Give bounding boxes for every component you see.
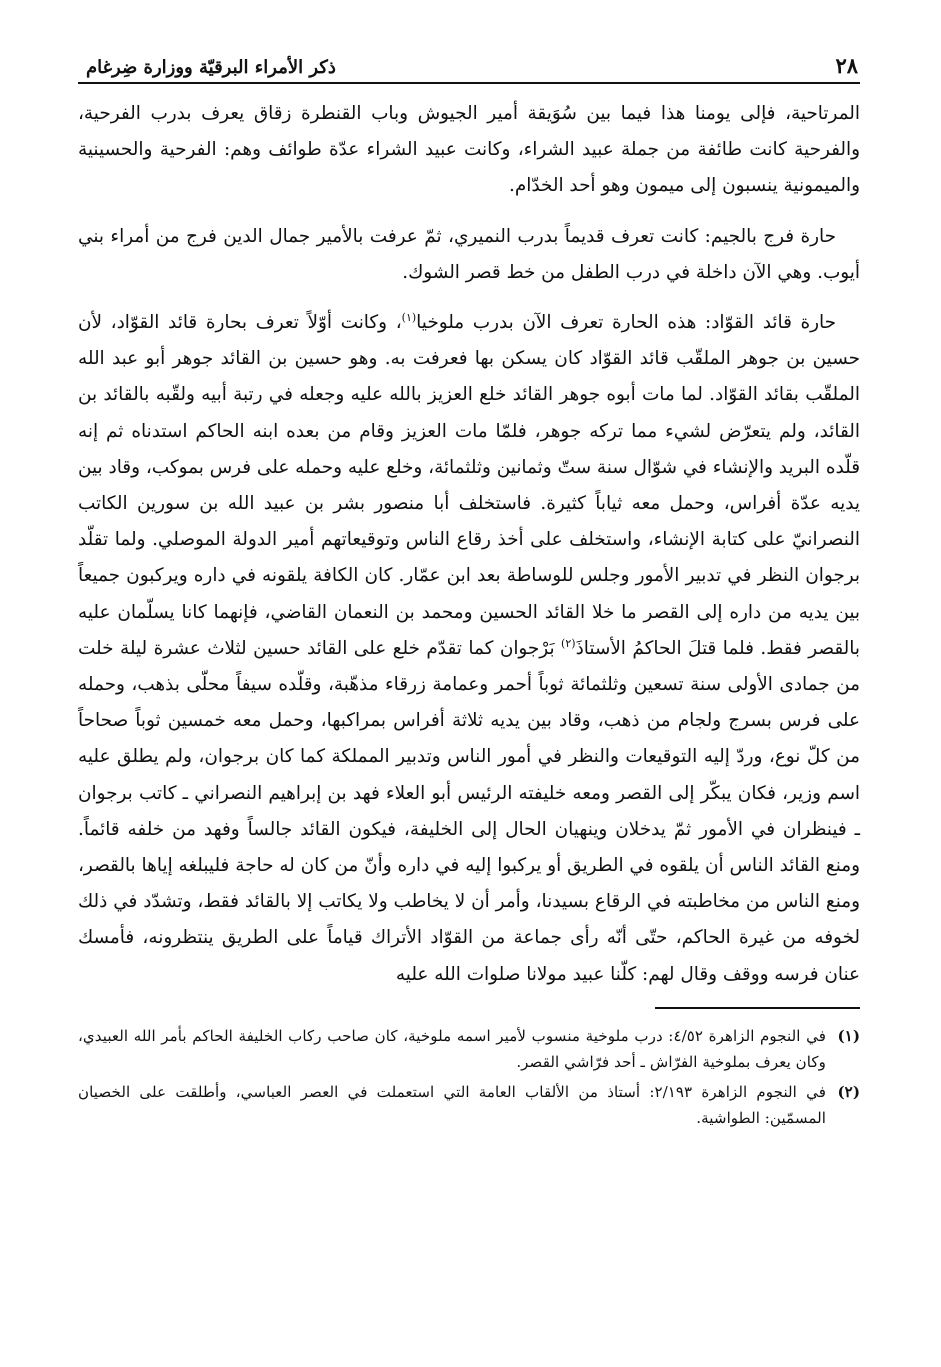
page-number: ٢٨ — [835, 53, 858, 78]
footnote-number: (٢) — [837, 1082, 860, 1101]
paragraph — [78, 96, 860, 205]
footnote — [78, 1079, 860, 1131]
footnote-marker: (١) — [401, 310, 417, 324]
footnote-marker: (٢) — [561, 636, 576, 650]
paragraph — [78, 219, 860, 291]
footnote — [78, 1023, 860, 1075]
footnote-number: (١) — [837, 1026, 860, 1045]
book-page — [78, 40, 860, 1340]
footnote-text: في النجوم الزاهرة ٤/٥٢: درب ملوخية منسوب لأمير اسمه ملوخية، كان صاحب ركاب الخليفة الحاكم بأمر الله العبيدي، وكان يعرف بملوخية الفرّاش ـ أحد فرّاشي القصر. — [78, 1026, 826, 1071]
paragraph-text: حارة قائد القوّاد: هذه الحارة تعرف الآن بدرب ملوخيا — [416, 312, 837, 334]
footnote-divider — [655, 1007, 860, 1009]
main-text — [78, 96, 860, 993]
footnote-text: في النجوم الزاهرة ٢/١٩٣: أستاذ من الألقاب العامة التي استعملت في العصر العباسي، وأطلقت على الخصيان المسمّين: الطواشية. — [78, 1082, 826, 1127]
running-title: ذكر الأمراء البرقيّة ووزارة ضِرغام — [86, 57, 336, 78]
page-header — [78, 40, 860, 84]
paragraph-text: ، وكانت أوّلاً تعرف بحارة قائد القوّاد، لأن حسين بن جوهر الملقّب قائد القوّاد كان يسكن بها فعرفت به. وهو حسين بن القائد جوهر أبو عبد الله الملقّب بقائد القوّاد. لما مات أبوه جوهر القائد خلع العزيز بالله عليه وجعله في رتبة أبيه ولقّبه بالقائد بن القائد، ولم يتعرّض لشيء مما تركه جوهر، فلمّا مات العزيز وقام من بعده ابنه الحاكم استدناه ثم إنه قلّده البريد والإنشاء في شوّال سنة ستّ وثمانين وثلثمائة، وخلع عليه وحمله على فرس بموكب، وقاد بين يديه عدّة أفراس، وحمل معه ثياباً كثيرة. فاستخلف أبا منصور بشر بن عبيد الله بن سورين الكاتب النصرانيّ على كتابة الإنشاء، واستخلف على أخذ رقاع الناس وتوقيعاتهم أمير الدولة الموصلي. ولما تقلّد برجوان النظر في تدبير الأمور وجلس للوساطة بعد ابن عمّار. كان الكافة يلقونه في داره ويركبون جميعاً بين يديه من داره إلى القصر ما خلا القائد الحسين ومحمد بن النعمان القاضي، فإنهما كانا يسلّمان عليه بالقصر فقط. فلما قتلَ الحاكمُ الأستاذَ — [78, 312, 860, 659]
footnotes — [78, 1023, 860, 1131]
paragraph-text: المرتاحية، فإلى يومنا هذا فيما بين سُوَيقة أمير الجيوش وباب القنطرة زقاق يعرف بدرب الفرحية، والفرحية كانت طائفة من جملة عبيد الشراء، وكانت عبيد الشراء عدّة طوائف وهم: الفرحية والحسينية والميمونية ينسبون إلى ميمون وهو أحد الخدّام. — [78, 103, 860, 197]
paragraph-text: حارة فرج بالجيم: كانت تعرف قديماً بدرب النميري، ثمّ عرفت بالأمير جمال الدين فرج من أمراء بني أيوب. وهي الآن داخلة في درب الطفل من خط قصر الشوك. — [78, 225, 860, 283]
paragraph-text: بَرْجوان كما تقدّم خلع على القائد حسين لثلاث عشرة ليلة خلت من جمادى الأولى سنة تسعين وثلثمائة ثوباً أحمر وعمامة زرقاء مذهّبة، وقلّده سيفاً محلّى بذهب، وحمله على فرس بسرج ولجام من ذهب، وقاد بين يديه ثلاثة أفراس بمراكبها، وحمل معه خمسين ثوباً صحاحاً من كلّ نوع، وردّ إليه التوقيعات والنظر في أمور الناس وتدبير المملكة كما كان برجوان، ولم يطلق عليه اسم وزير، فكان يبكّر إلى القصر ومعه خليفته الرئيس أبو العلاء فهد بن إبراهيم النصراني ـ كاتب برجوان ـ فينظران في الأمور ثمّ يدخلان وينهيان الحال إلى الخليفة، فيكون القائد جالساً وفهد من خلفه قائماً. ومنع القائد الناس أن يلقوه في الطريق أو يركبوا إليه في داره وأنّ من كان له حاجة فليبلغه إياها بالقصر، ومنع الناس من مخاطبته في الرقاع بسيدنا، وأمر أن لا يخاطب ولا يكاتب إلا بالقائد فقط، وتشدّد في ذلك لخوفه من غيرة الحاكم، حتّى أنّه رأى جماعة من القوّاد الأتراك قياماً على الطريق ينتظرونه، فأمسك عنان فرسه ووقف وقال لهم: كلّنا عبيد مولانا صلوات الله عليه — [78, 637, 860, 985]
paragraph — [78, 305, 860, 993]
